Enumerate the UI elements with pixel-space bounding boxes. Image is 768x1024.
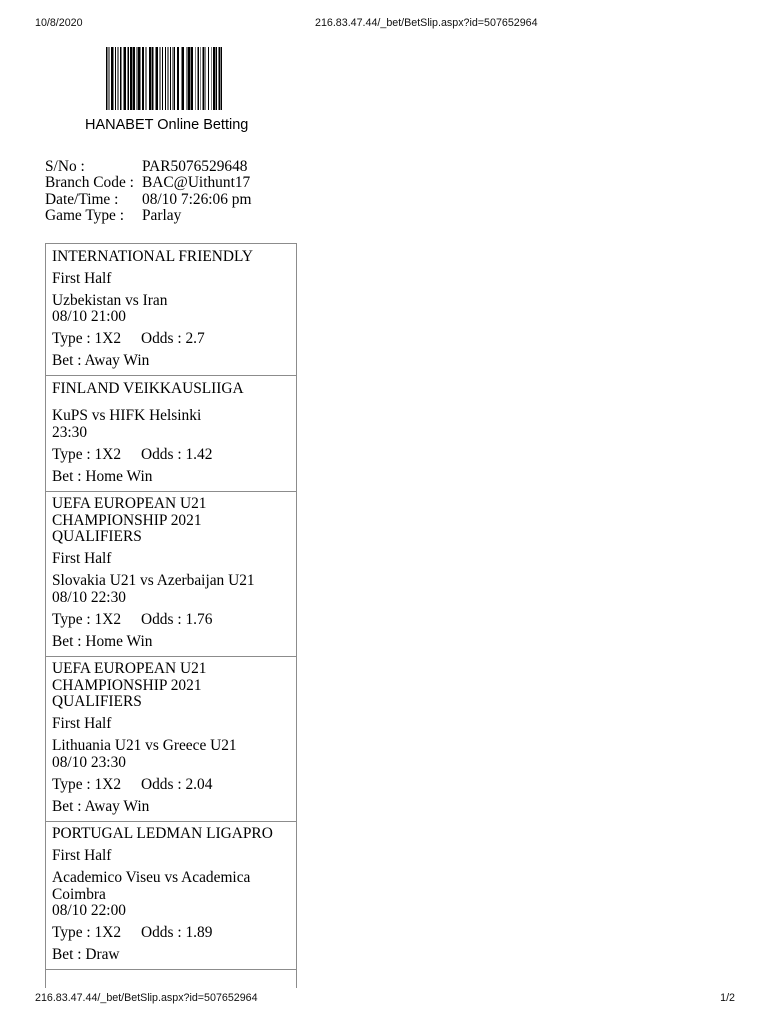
serial-number-row xyxy=(45,159,251,176)
barcode-bar xyxy=(191,47,193,110)
league-name: PORTUGAL LEDMAN LIGAPRO xyxy=(52,825,273,842)
market-line xyxy=(52,777,288,794)
market-line xyxy=(52,331,288,348)
serial-number-label: S/No : xyxy=(45,157,85,175)
selection-row xyxy=(46,244,296,376)
barcode-bar xyxy=(118,47,119,110)
odds-label: Odds : xyxy=(141,610,182,628)
barcode-bar xyxy=(208,47,209,110)
barcode xyxy=(106,47,222,110)
barcode-bar xyxy=(177,47,179,110)
fixture-teams: KuPS vs HIFK Helsinki xyxy=(52,407,202,424)
page-number: 1/2 xyxy=(720,992,735,1004)
period: First Half xyxy=(52,550,112,567)
serial-number-value: PAR5076529648 xyxy=(142,157,248,175)
slip-info xyxy=(45,159,251,225)
bet-type-value: 1X2 xyxy=(94,445,122,463)
print-url: 216.83.47.44/_bet/BetSlip.aspx?id=507652964 xyxy=(315,17,538,29)
print-footer-url: 216.83.47.44/_bet/BetSlip.aspx?id=507652964 xyxy=(35,992,258,1004)
branch-code-row xyxy=(45,175,251,192)
barcode-bar xyxy=(165,47,166,110)
bet-pick-value: Home Win xyxy=(85,467,153,485)
bet-type xyxy=(52,612,141,629)
bet-type-label: Type : xyxy=(52,775,91,793)
barcode-bar xyxy=(120,47,122,110)
print-date: 10/8/2020 xyxy=(35,17,83,29)
bet-type xyxy=(52,925,141,942)
barcode-bar xyxy=(211,47,212,110)
barcode-bar xyxy=(202,47,204,110)
barcode-bar xyxy=(152,47,154,110)
bet-type-value: 1X2 xyxy=(94,775,122,793)
bet-pick-value: Away Win xyxy=(84,797,150,815)
fixture xyxy=(52,408,288,441)
game-type-row xyxy=(45,208,251,225)
barcode-bar xyxy=(187,47,189,110)
barcode-bar xyxy=(221,47,222,110)
bet-type-label: Type : xyxy=(52,330,91,347)
barcode-bar xyxy=(133,47,135,110)
barcode-bar xyxy=(145,47,146,110)
barcode-bar xyxy=(142,47,144,110)
date-time-value: 08/10 7:26:06 pm xyxy=(142,190,252,208)
bet-type-value: 1X2 xyxy=(94,924,122,941)
league-name: INTERNATIONAL FRIENDLY xyxy=(52,247,253,265)
fixture xyxy=(52,573,288,606)
bet-pick-value: Home Win xyxy=(85,632,153,650)
barcode-bar xyxy=(170,47,171,110)
odds-value: 2.7 xyxy=(185,330,205,347)
fixture-teams: Academico Viseu vs Academica Coimbra xyxy=(52,869,251,903)
kickoff-time: 08/10 21:00 xyxy=(52,308,126,325)
barcode-bar xyxy=(168,47,169,110)
odds-value: 1.89 xyxy=(185,924,213,941)
bet-pick-label: Bet : xyxy=(52,467,82,485)
bet-type-value: 1X2 xyxy=(94,330,122,347)
barcode-bar xyxy=(213,47,215,110)
bet-type xyxy=(52,331,141,348)
fixture-teams: Slovakia U21 vs Azerbaijan U21 xyxy=(52,572,255,589)
barcode-bar xyxy=(172,47,173,110)
barcode-bar xyxy=(159,47,160,110)
period: First Half xyxy=(52,847,112,864)
league-name: UEFA EUROPEAN U21 CHAMPIONSHIP 2021 QUALIFIERS xyxy=(52,495,207,545)
barcode-bar xyxy=(182,47,184,110)
barcode-bar xyxy=(173,47,175,110)
date-time-row xyxy=(45,192,251,209)
selection-row xyxy=(46,657,296,822)
barcode-bar xyxy=(108,47,109,110)
barcode-bar xyxy=(216,47,217,110)
fixture xyxy=(52,293,288,326)
fixture-teams: Lithuania U21 vs Greece U21 xyxy=(52,737,237,754)
barcode-bar xyxy=(138,47,140,110)
barcode-bar xyxy=(136,47,137,110)
odds-label: Odds : xyxy=(141,924,182,941)
brand-title: HANABET Online Betting xyxy=(85,117,249,133)
game-type-label: Game Type : xyxy=(45,207,124,225)
barcode-bar xyxy=(111,47,113,110)
barcode-bar xyxy=(130,47,132,110)
barcode-bar xyxy=(186,47,187,110)
odds-label: Odds : xyxy=(141,330,182,347)
bet-type-label: Type : xyxy=(52,924,91,941)
market-line xyxy=(52,612,288,629)
barcode-bar xyxy=(205,47,206,110)
barcode-bar xyxy=(106,47,108,110)
kickoff-time: 08/10 22:00 xyxy=(52,902,126,919)
selection-row xyxy=(46,376,296,492)
barcode-bar xyxy=(162,47,163,110)
bet-type xyxy=(52,777,141,794)
kickoff-time: 08/10 23:30 xyxy=(52,753,126,771)
bet-pick-label: Bet : xyxy=(52,946,82,963)
barcode-bar xyxy=(219,47,221,110)
odds-value: 2.04 xyxy=(185,775,213,793)
period: First Half xyxy=(52,715,112,732)
fixture xyxy=(52,870,288,920)
bet-line xyxy=(52,947,288,964)
bet-pick-label: Bet : xyxy=(52,632,82,650)
market-line xyxy=(52,925,288,942)
selection-row xyxy=(46,492,296,657)
selection-row xyxy=(46,822,296,971)
barcode-bar xyxy=(123,47,125,110)
bet-pick-value: Draw xyxy=(85,946,120,963)
barcode-bar xyxy=(200,47,201,110)
bet-line xyxy=(52,353,288,370)
league-name: UEFA EUROPEAN U21 CHAMPIONSHIP 2021 QUALIFIERS xyxy=(52,660,207,710)
bet-line xyxy=(52,469,288,486)
odds-label: Odds : xyxy=(141,775,182,793)
bet-line xyxy=(52,634,288,651)
bet-line xyxy=(52,799,288,816)
kickoff-time: 08/10 22:30 xyxy=(52,588,126,606)
league-name: FINLAND VEIKKAUSLIIGA xyxy=(52,379,244,397)
bet-type xyxy=(52,447,141,464)
barcode-bar xyxy=(197,47,199,110)
bet-pick-label: Bet : xyxy=(52,797,82,815)
barcode-bar xyxy=(115,47,116,110)
selections-table xyxy=(45,243,297,988)
bet-pick-value: Away Win xyxy=(84,352,150,369)
bet-type-label: Type : xyxy=(52,610,91,628)
fixture xyxy=(52,738,288,771)
period: First Half xyxy=(52,269,112,287)
game-type-value: Parlay xyxy=(142,207,182,225)
barcode-bar xyxy=(195,47,196,110)
bet-type-label: Type : xyxy=(52,445,91,463)
odds-label: Odds : xyxy=(141,445,182,463)
odds-value: 1.76 xyxy=(185,610,213,628)
kickoff-time: 23:30 xyxy=(52,423,88,441)
barcode-bar xyxy=(155,47,157,110)
barcode-bar xyxy=(149,47,151,110)
branch-code-value: BAC@Uithunt17 xyxy=(142,174,251,192)
market-line xyxy=(52,447,288,464)
bet-pick-label: Bet : xyxy=(52,352,82,369)
branch-code-label: Branch Code : xyxy=(45,174,134,192)
date-time-label: Date/Time : xyxy=(45,190,119,208)
barcode-bar xyxy=(127,47,129,110)
bet-type-value: 1X2 xyxy=(94,610,122,628)
fixture-teams: Uzbekistan vs Iran xyxy=(52,291,168,309)
odds-value: 1.42 xyxy=(185,445,213,463)
